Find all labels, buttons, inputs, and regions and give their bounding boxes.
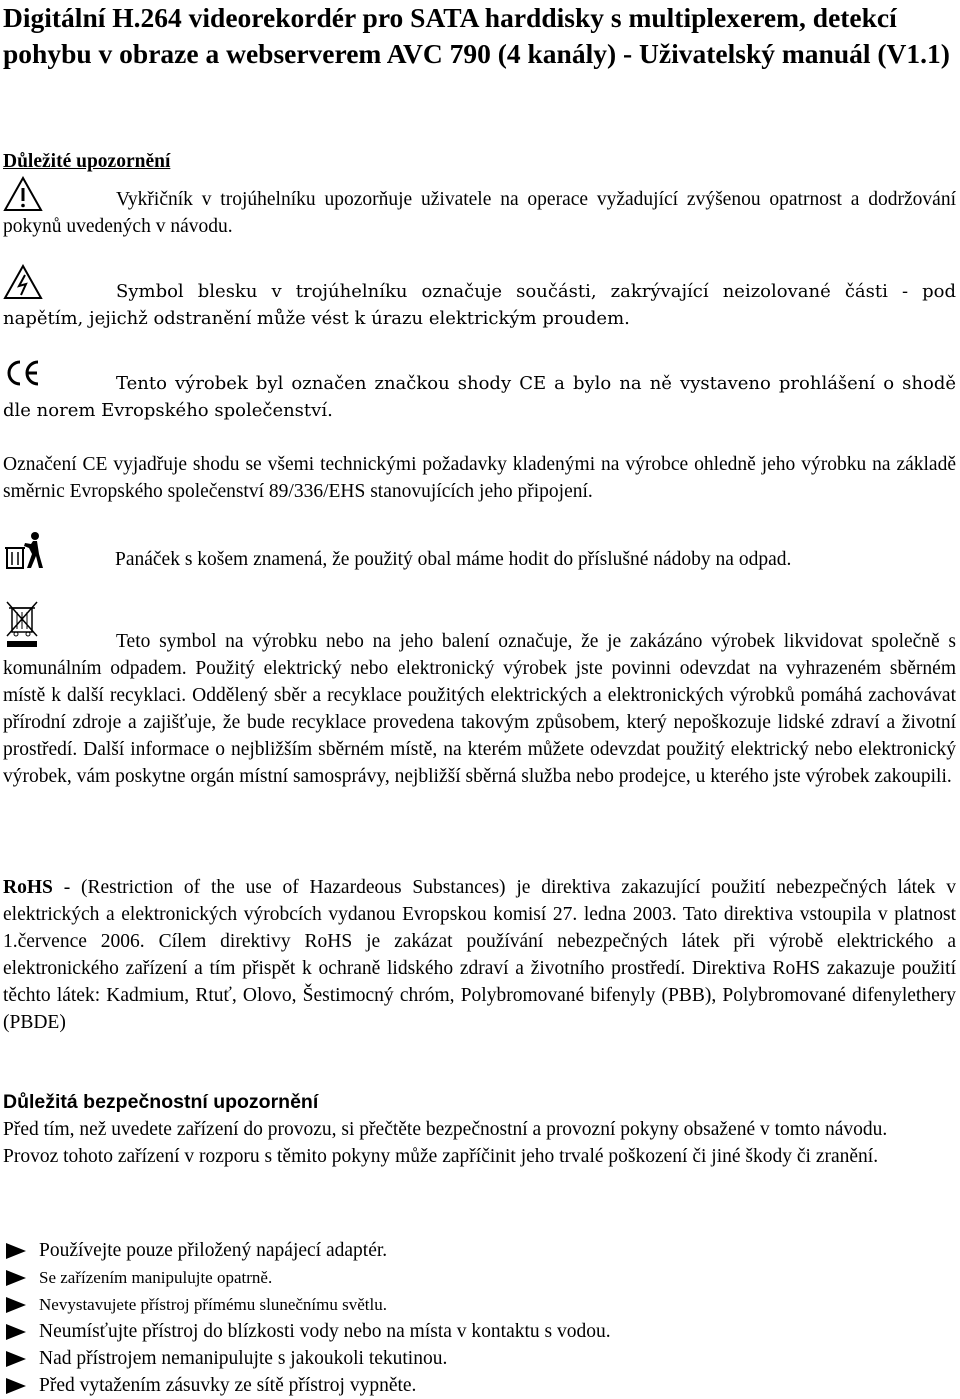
list-item: Nad přístrojem nemanipulujte s jakoukoli tekutinou. <box>6 1345 611 1372</box>
lightning-paragraph: Symbol blesku v trojúhelníku označuje součásti, zakrývající neizolované části - pod napětím, jejichž odstranění může vést k úrazu elektrickým proudem. <box>3 281 956 329</box>
weee-paragraph: Teto symbol na výrobku nebo na jeho balení označuje, že je zakázáno výrobek likvidovat společně s komunálním odpadem. Použitý elektrický nebo elektronický výrobek jste povinni odevzdat na vyhrazeném sběrném místě k další recyklaci. Oddělený sběr a recyklace použitých elektrických a elektronických výrobků pomáhá zachovávat přírodní zdroje a zajišťuje, že bude recyklace provedena takovým způsobem, který nepoškozuje lidské zdraví a životní prostředí. Další informace o nejbližším sběrném místě, na kterém můžete odevzdat použitý elektrický nebo elektronický výrobek, vám poskytne orgán místní samosprávy, nejbližší sběrná služba nebo prodejce, u kterého jste výrobek zakoupili. <box>3 631 956 787</box>
safety-bullet-list <box>6 1237 611 1399</box>
bullet-arrow-icon <box>6 1243 26 1259</box>
list-item: Nevystavujete přístroj přímému slunečnímu světlu. <box>6 1291 611 1318</box>
bullet-arrow-icon <box>6 1297 26 1313</box>
list-item: Používejte pouze přiložený napájecí adaptér. <box>6 1237 611 1264</box>
bullet-arrow-icon <box>6 1351 26 1367</box>
ce-paragraph: Tento výrobek byl označen značkou shody CE a bylo na ně vystaveno prohlášení o shodě dle norem Evropského společenství. <box>3 373 956 421</box>
safety-intro-paragraph: Před tím, než uvedete zařízení do provozu, si přečtěte bezpečnostní a provozní pokyny obsažené v tomto návodu. Provoz tohoto zařízení v rozporu s těmito pokyny může zapříčinit jeho trvalé poškození či jiné škody či zranění. <box>3 1119 888 1167</box>
bullet-arrow-icon <box>6 1324 26 1340</box>
bullet-arrow-icon <box>6 1270 26 1286</box>
rohs-text: - (Restriction of the use of Hazardeous Substances) je direktiva zakazující použití nebezpečných látek v elektrických a elektronických výrobcích vydanou Evropskou komisí 27. ledna 2003. Tato direktiva vstoupila v platnost 1.července 2006. Cílem direktivy RoHS je zakázat používání nebezpečných látek při výrobě elektrického a elektronického zařízení a tím přispět k ochraně lidského zdraví a životního prostředí. Direktiva RoHS zakazuje použití těchto látek: Kadmium, Rtuť, Olovo, Šestimocný chróm, Polybromované bifenyly (PBB), Polybromované difenylethery (PBDE) <box>3 877 956 1033</box>
list-item: Neumísťujte přístroj do blízkosti vody nebo na místa v kontaktu s vodou. <box>6 1318 611 1345</box>
list-item: Před vytažením zásuvky ze sítě přístroj vypněte. <box>6 1372 611 1399</box>
rohs-label: RoHS <box>3 877 53 898</box>
safety-heading: Důležitá bezpečnostní upozornění <box>3 1091 319 1113</box>
list-item: Se zařízením manipulujte opatrně. <box>6 1264 611 1291</box>
important-notice-heading: Důležité upozornění <box>3 151 171 172</box>
warning-paragraph: Vykřičník v trojúhelníku upozorňuje uživatele na operace vyžadující zvýšenou opatrnost a dodržování pokynů uvedených v návodu. <box>3 189 956 237</box>
document-title: Digitální H.264 videorekordér pro SATA harddisky s multiplexerem, detekcí pohybu v obraze a webserverem AVC 790 (4 kanály) - Uživatelský manuál (V1.1) <box>3 2 950 69</box>
bin-man-icon <box>3 530 47 574</box>
bullet-arrow-icon <box>6 1378 26 1394</box>
ce-explanation-paragraph: Označení CE vyjadřuje shodu se všemi technickými požadavky kladenými na výrobce ohledně jeho výrobku na základě směrnic Evropského společenství 89/336/EHS stanovujících jeho připojení. <box>3 454 956 502</box>
bin-man-paragraph: Panáček s košem znamená, že použitý obal máme hodit do příslušné nádoby na odpad. <box>115 549 792 570</box>
rohs-paragraph <box>3 874 956 1036</box>
